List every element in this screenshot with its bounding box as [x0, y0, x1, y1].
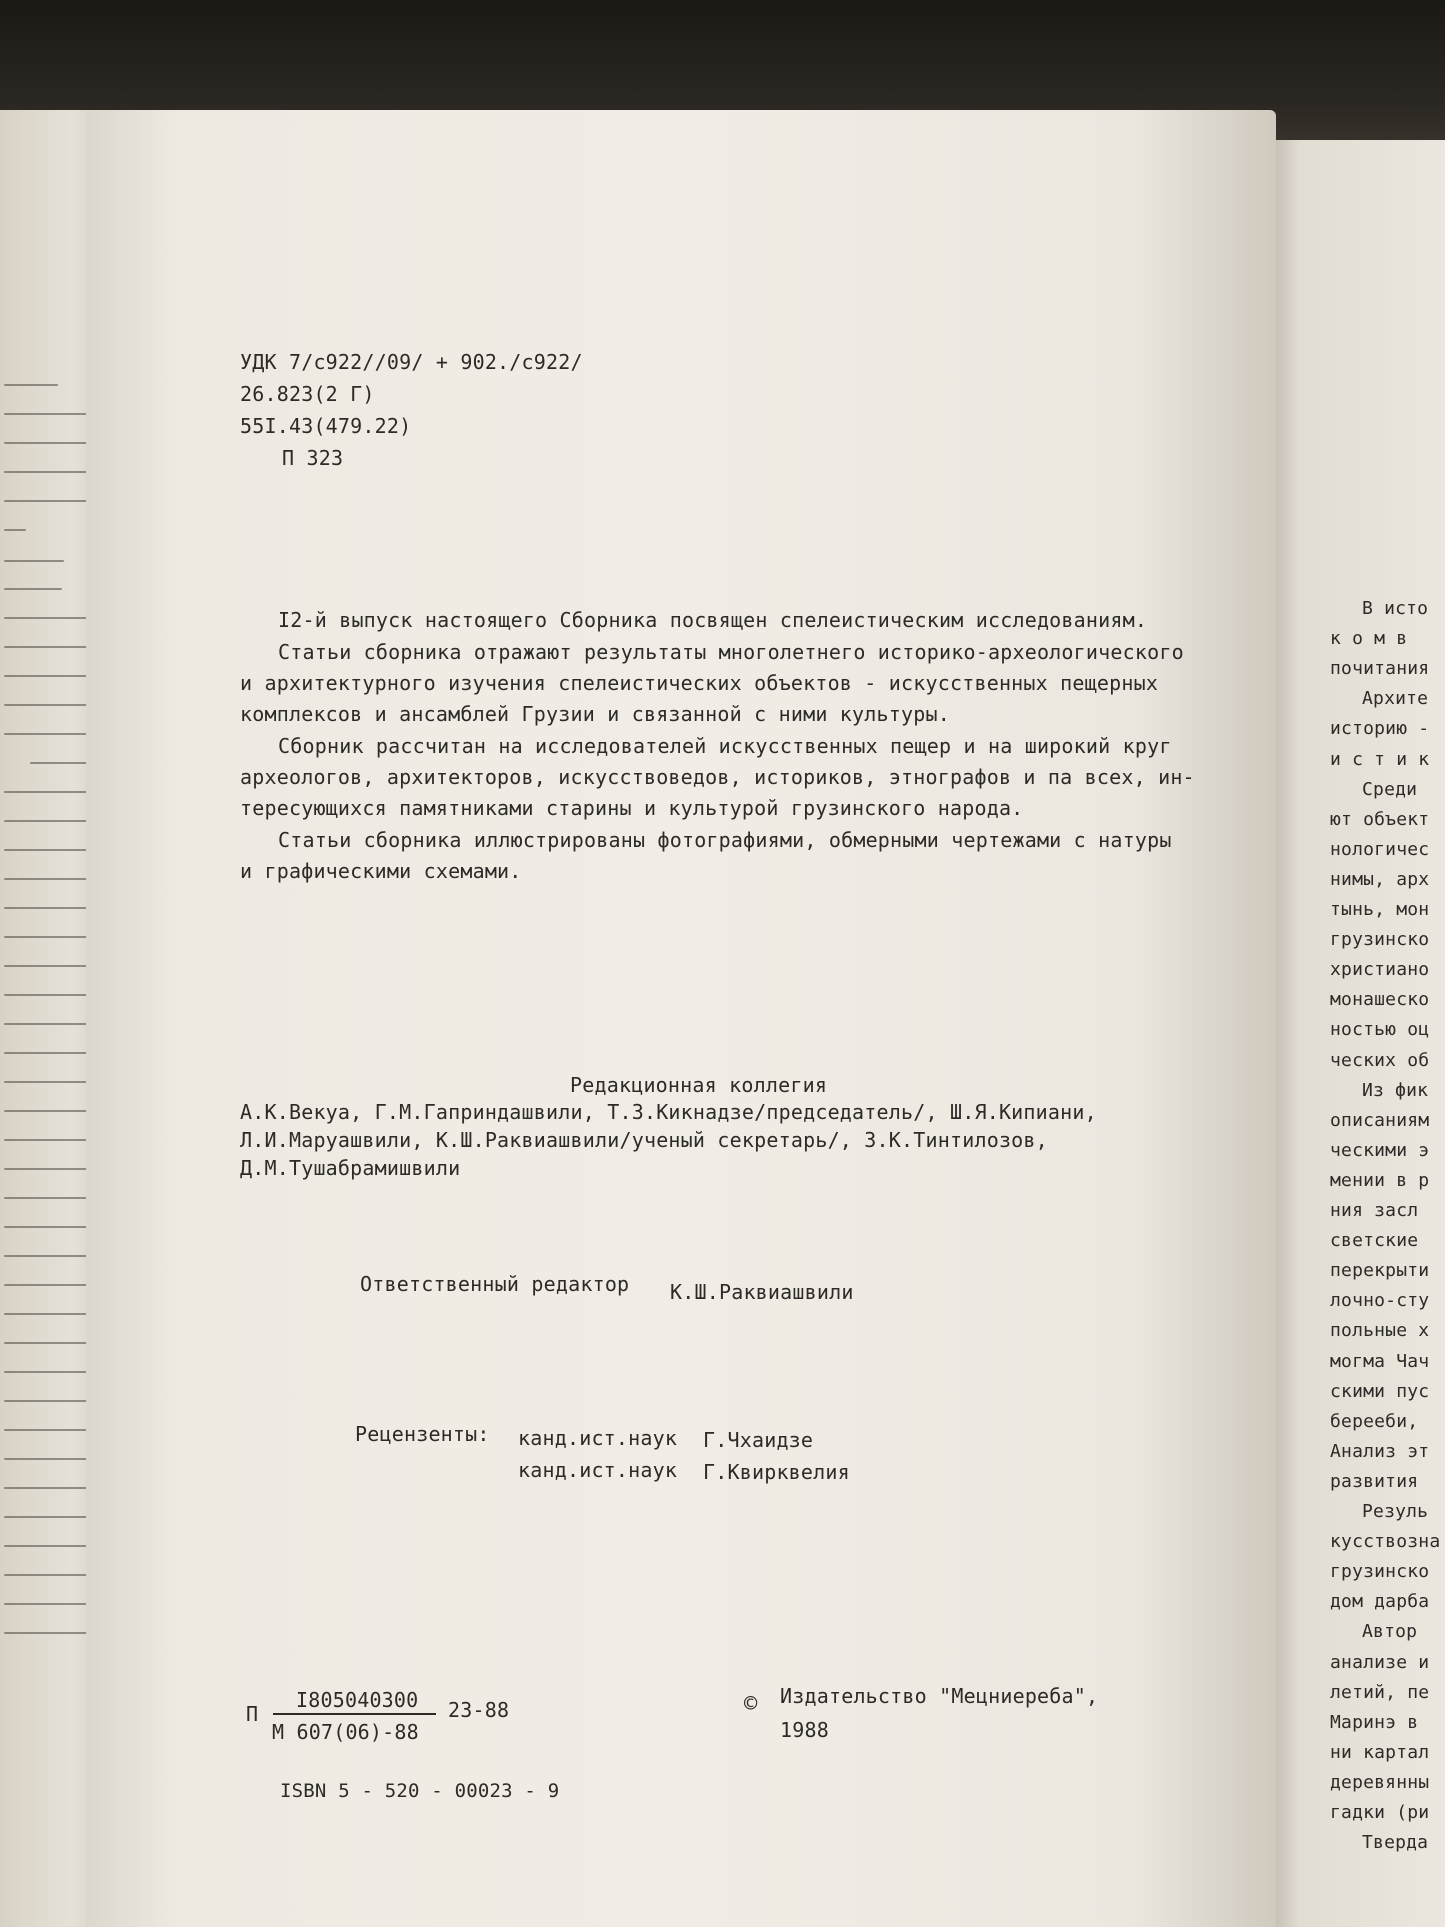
right-page-line: описаниям — [1330, 1109, 1430, 1131]
right-page-line: христиано — [1330, 959, 1430, 981]
right-page-line: мении в р — [1330, 1169, 1430, 1191]
udk-line-2: 26.823(2 Г) — [240, 382, 375, 406]
right-page-line: ния засл — [1330, 1200, 1419, 1221]
responsible-editor-name: К.Ш.Раквиашвили — [670, 1280, 854, 1304]
right-page-line: гадки (ри — [1330, 1802, 1430, 1823]
right-page-line: деревянны — [1330, 1771, 1430, 1793]
imprint-numerator: I805040300 — [296, 1688, 419, 1712]
annotation-line: комплексов и ансамблей Грузии и связанной с ними культуры. — [240, 702, 950, 726]
right-page-line: польные х — [1330, 1320, 1430, 1342]
annotation-line: и графическими схемами. — [240, 859, 522, 883]
publisher: Издательство "Мецниереба", — [780, 1684, 1099, 1708]
annotation-line: и архитектурного изучения спелеистических объектов - искусственных пещерных — [240, 671, 1159, 695]
publication-year: 1988 — [780, 1718, 829, 1742]
right-page-line: грузинско — [1330, 929, 1430, 951]
right-page-line: историю - — [1330, 718, 1430, 740]
right-page-line: В исто — [1362, 598, 1429, 619]
reviewers-label: Рецензенты: — [355, 1422, 490, 1446]
right-page-line: грузинско — [1330, 1561, 1430, 1583]
right-page-line: Автор — [1362, 1621, 1418, 1643]
editorial-board-heading: Редакционная коллегия — [570, 1073, 828, 1097]
imprint-fraction-line — [273, 1713, 436, 1715]
right-page-line: ческих об — [1330, 1049, 1430, 1071]
right-page-line: развития — [1330, 1470, 1419, 1492]
udk-line-3: 55I.43(479.22) — [240, 414, 412, 438]
annotation-line: тересующихся памятниками старины и культурой грузинского народа. — [240, 796, 1024, 820]
right-page-line: берееби, — [1330, 1410, 1419, 1432]
right-page-line: монашеско — [1330, 989, 1430, 1011]
right-page-line: почитания — [1330, 658, 1430, 680]
responsible-editor-label: Ответственный редактор — [360, 1272, 630, 1296]
right-page-line: летий, пе — [1330, 1681, 1430, 1703]
annotation-line: I2-й выпуск настоящего Сборника посвящен спелеистическим исследованиям. — [278, 608, 1148, 632]
right-page-line: Из фик — [1362, 1079, 1429, 1101]
annotation-line: археологов, архитекторов, искусствоведов, историков, этнографов и па всех, ин- — [240, 765, 1195, 789]
udk-line-4: П 323 — [282, 446, 344, 470]
right-page-line: ют объект — [1330, 808, 1430, 830]
reviewer-degree: канд.ист.наук — [518, 1426, 678, 1450]
right-page-line: и с т и к — [1330, 748, 1430, 770]
annotation-line: Статьи сборника отражают результаты многолетнего историко-археологического — [278, 640, 1184, 664]
annotation-line: Сборник рассчитан на исследователей искусственных пещер и на широкий круг — [278, 734, 1172, 758]
right-page-line: ностью оц — [1330, 1019, 1430, 1041]
right-page-line: нимы, арх — [1330, 868, 1430, 890]
right-page-line: Архите — [1362, 688, 1429, 710]
editorial-board-line: Л.И.Маруашвили, К.Ш.Раквиашвили/ученый секретарь/, З.К.Тинтилозов, — [240, 1128, 1048, 1152]
right-page-line: анализе и — [1330, 1651, 1430, 1673]
editorial-board-line: Д.М.Тушабрамишвили — [240, 1156, 461, 1180]
right-page-line: ческими э — [1330, 1139, 1430, 1161]
right-page-line: Маринэ в — [1330, 1711, 1419, 1733]
right-page-line: кусствозна — [1330, 1531, 1440, 1553]
right-page-line: скими пус — [1330, 1380, 1430, 1402]
right-page-line: дом дарба — [1330, 1591, 1430, 1613]
right-page-line: тынь, мон — [1330, 899, 1430, 920]
right-page-line: нологичес — [1330, 838, 1430, 860]
copyright-symbol: © — [744, 1692, 758, 1717]
isbn: ISBN 5 - 520 - 00023 - 9 — [280, 1780, 560, 1802]
right-page-line: Анализ эт — [1330, 1440, 1430, 1462]
right-page-line: светские — [1330, 1230, 1419, 1252]
reviewer-name: Г.Квирквелия — [703, 1460, 850, 1484]
udk-line-1: УДК 7/с922//09/ + 902./с922/ — [240, 350, 583, 374]
right-page-line: могма Чач — [1330, 1350, 1430, 1372]
editorial-board-line: А.К.Векуа, Г.М.Гаприндашвили, Т.З.Кикнадзе/председатель/, Ш.Я.Кипиани, — [240, 1100, 1097, 1124]
right-page-line: Тверда — [1362, 1832, 1429, 1854]
right-page-line: Резуль — [1362, 1501, 1429, 1522]
imprint-suffix: 23-88 — [448, 1698, 510, 1722]
right-page-line: ни картал — [1330, 1741, 1430, 1763]
right-page-line: Среди — [1362, 778, 1418, 800]
annotation-line: Статьи сборника иллюстрированы фотографиями, обмерными чертежами с натуры — [278, 828, 1172, 852]
right-page-line: перекрыти — [1330, 1260, 1430, 1282]
reviewer-degree: канд.ист.наук — [518, 1458, 678, 1482]
right-page-line: лочно-сту — [1330, 1290, 1430, 1312]
right-page-line: к о м в — [1330, 628, 1408, 650]
imprint-denominator: М 607(06)-88 — [272, 1720, 419, 1744]
imprint-prefix: П — [246, 1702, 259, 1726]
reviewer-name: Г.Чхаидзе — [703, 1428, 814, 1452]
